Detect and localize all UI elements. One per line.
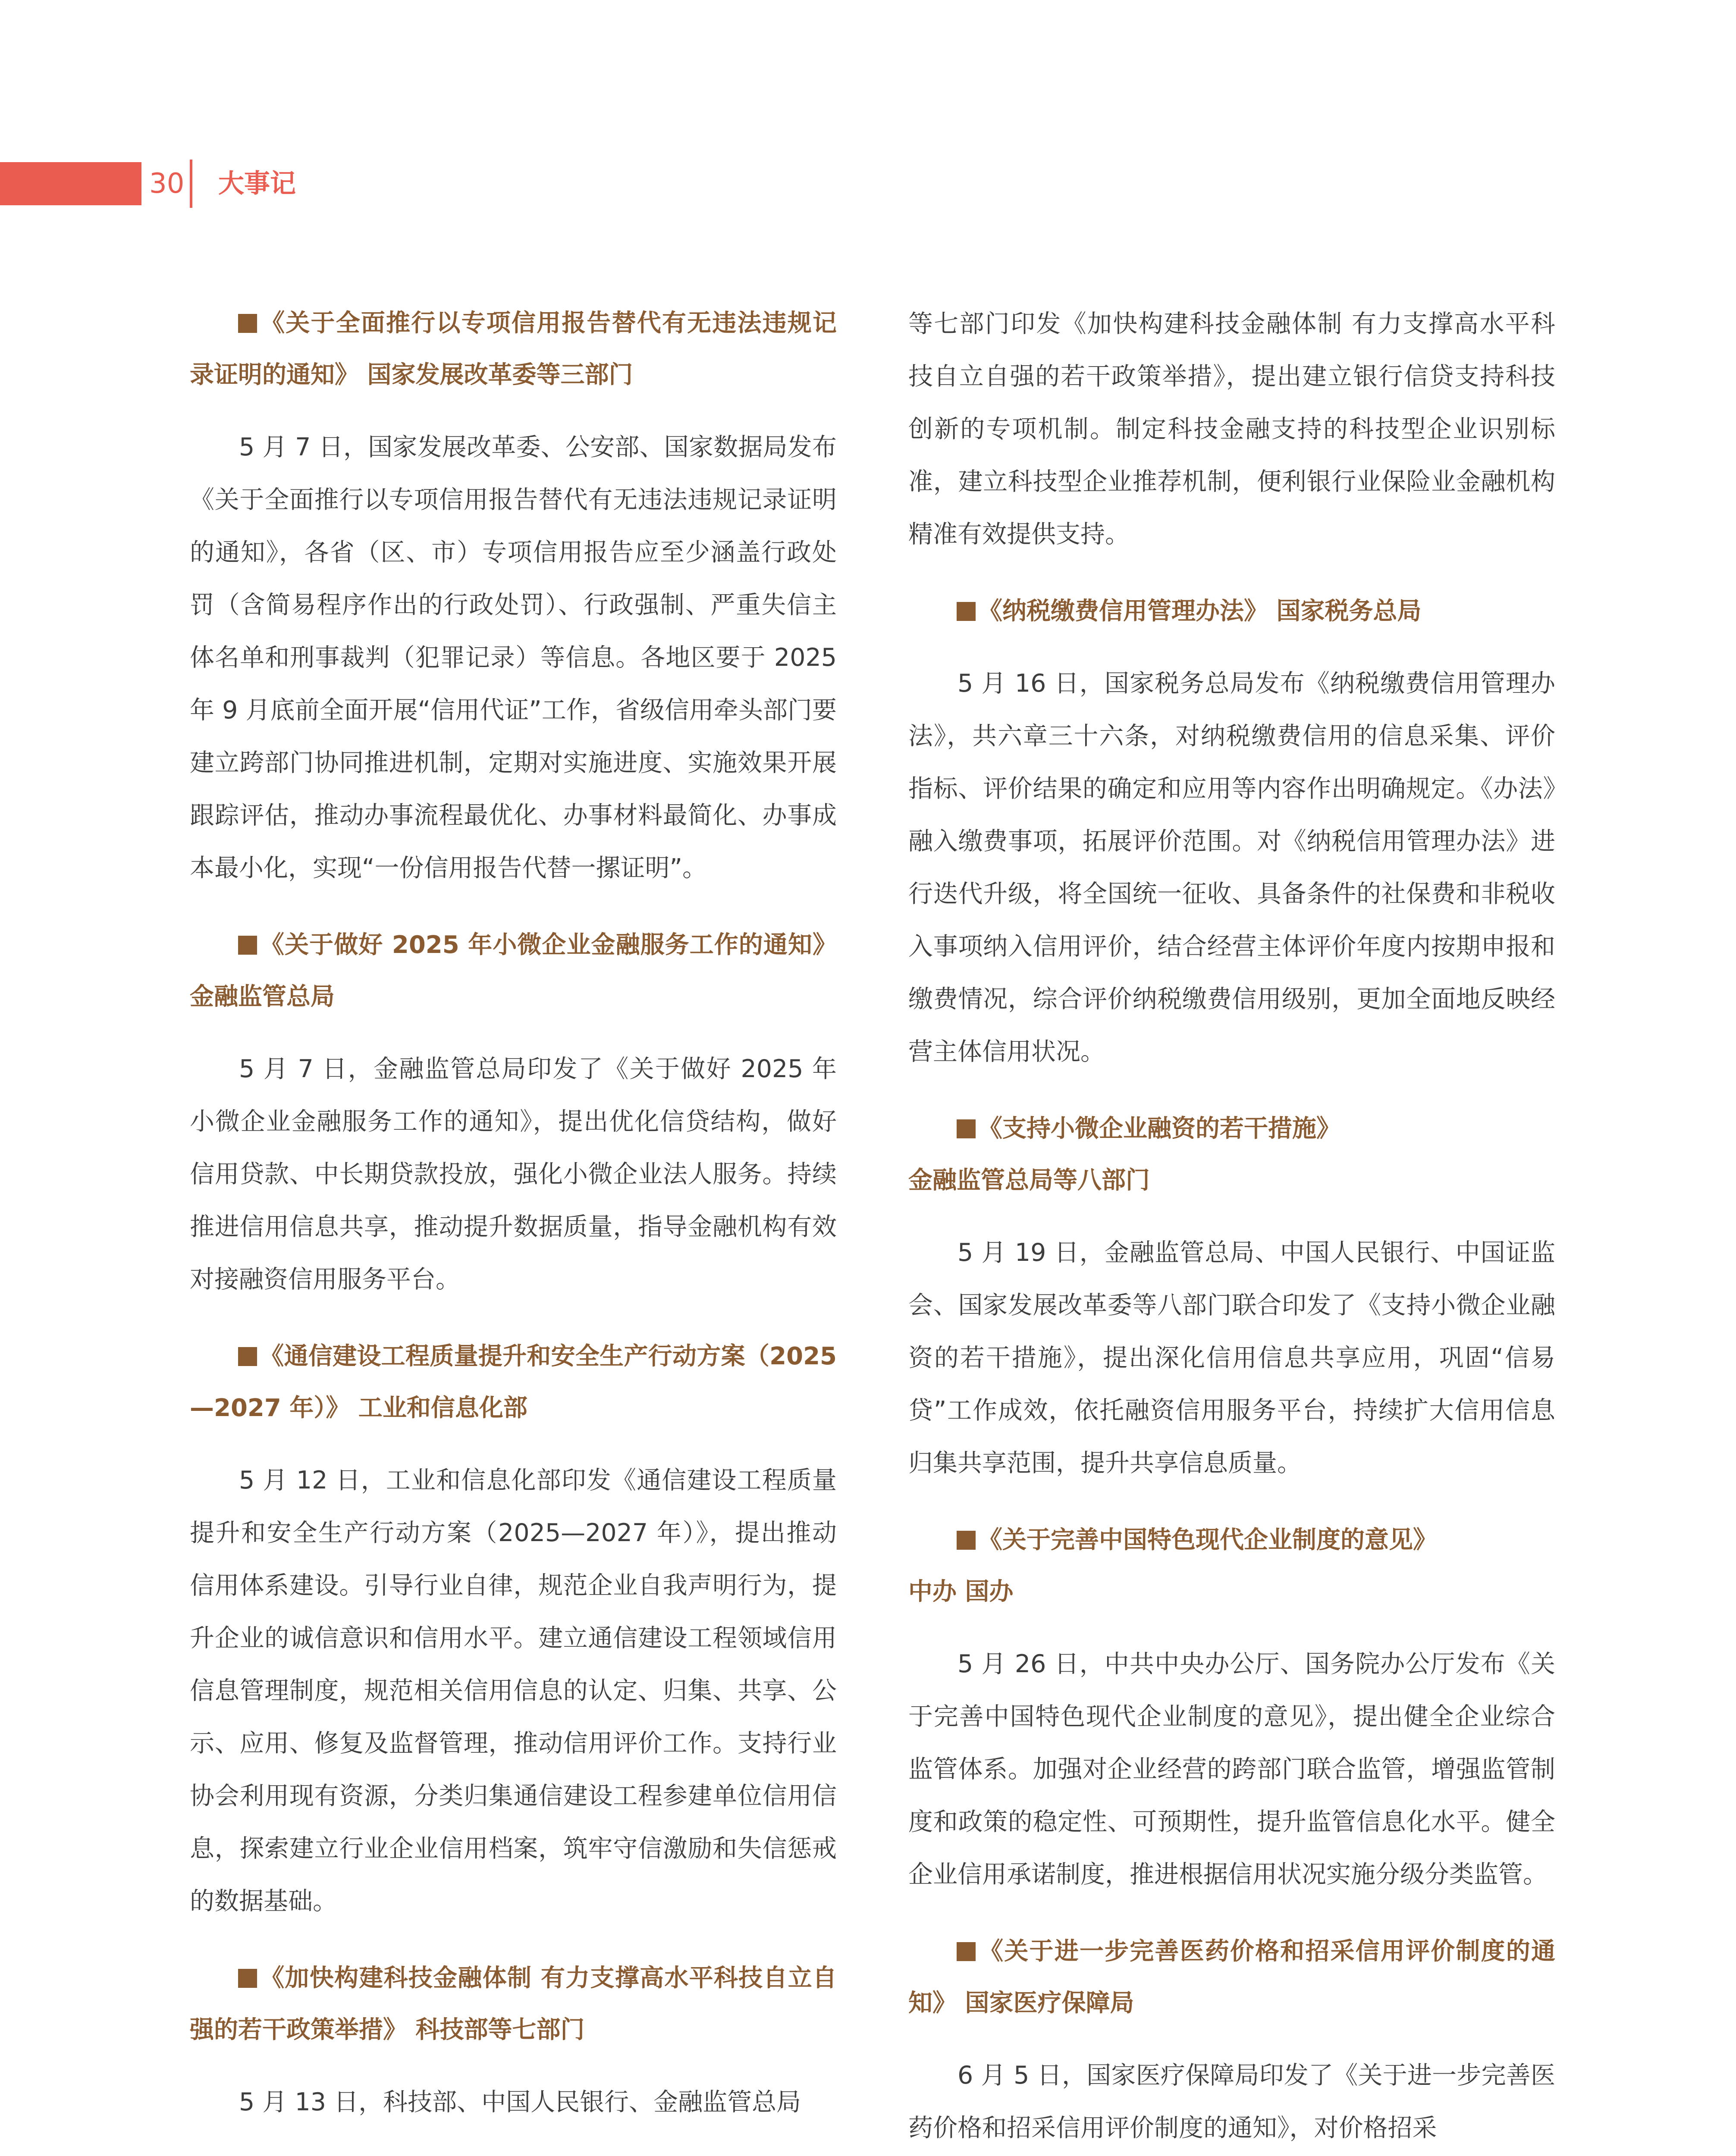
square-bullet-icon bbox=[957, 1119, 976, 1138]
square-bullet-icon bbox=[238, 1347, 257, 1366]
header-divider bbox=[190, 160, 192, 208]
entry-title-issuer: 中办 国办 bbox=[908, 1578, 1014, 1606]
entry-body-continuation: 等七部门印发《加快构建科技金融体制 有力支撑高水平科技自立自强的若干政策举措》，提出建立银行信贷支持科技创新的专项机制。制定科技金融支持的科技型企业识别标准，建立科技型企业推荐机制，便利银行业保险业金融机构精准有效提供支持。 bbox=[908, 310, 1555, 548]
section-title: 大事记 bbox=[218, 169, 296, 199]
header-accent-bar bbox=[0, 162, 141, 205]
entry-title-issuer: 金融监管总局等八部门 bbox=[908, 1166, 1150, 1194]
entry-title: 《支持小微企业融资的若干措施》 金融监管总局等八部门 bbox=[908, 1103, 1555, 1206]
entry-title: 《加快构建科技金融体制 有力支撑高水平科技自立自强的若干政策举措》 科技部等七部门 bbox=[190, 1964, 837, 2044]
entry-title: 《纳税缴费信用管理办法》 国家税务总局 bbox=[908, 586, 1555, 637]
square-bullet-icon bbox=[238, 936, 257, 955]
entry-title: 《关于全面推行以专项信用报告替代有无违法违规记录证明的通知》 国家发展改革委等三部门 bbox=[190, 309, 837, 389]
entry-body: 6 月 5 日，国家医疗保障局印发了《关于进一步完善医药价格和招采信用评价制度的通知》，对价格招采 bbox=[908, 2061, 1555, 2142]
news-entry bbox=[190, 1952, 837, 2128]
square-bullet-icon bbox=[957, 1942, 976, 1961]
entry-title: 《关于做好 2025 年小微企业金融服务工作的通知》 金融监管总局 bbox=[190, 931, 837, 1011]
square-bullet-icon bbox=[957, 602, 976, 621]
entry-body: 5 月 7 日，国家发展改革委、公安部、国家数据局发布《关于全面推行以专项信用报告替代有无违法违规记录证明的通知》，各省（区、市）专项信用报告应至少涵盖行政处罚（含简易程序作出的行政处罚）、行政强制、严重失信主体名单和刑事裁判（犯罪记录）等信息。各地区要于 2025 年 9 月底前全面开展“信用代证”工作，省级信用牵头部门要建立跨部门协同推进机制，定期对实施进度、实施效果开展跟踪评估，推动办事流程最优化、办事材料最简化、办事成本最小化，实现“一份信用报告代替一摞证明”。 bbox=[190, 433, 837, 882]
news-entry bbox=[908, 1514, 1555, 1901]
news-entry bbox=[190, 919, 837, 1306]
entry-title: 《关于进一步完善医药价格和招采信用评价制度的通知》 国家医疗保障局 bbox=[908, 1937, 1555, 2017]
news-entry bbox=[908, 1926, 1555, 2154]
news-entry bbox=[908, 1103, 1555, 1489]
news-entry bbox=[190, 298, 837, 894]
entry-body: 5 月 7 日，金融监管总局印发了《关于做好 2025 年小微企业金融服务工作的通知》，提出优化信贷结构，做好信用贷款、中长期贷款投放，强化小微企业法人服务。持续推进信用信息共享，推动提升数据质量，指导金融机构有效对接融资信用服务平台。 bbox=[190, 1055, 837, 1294]
entry-title: 《关于完善中国特色现代企业制度的意见》 中办 国办 bbox=[908, 1514, 1555, 1618]
left-column bbox=[190, 298, 837, 2153]
entry-body: 5 月 13 日，科技部、中国人民银行、金融监管总局 bbox=[239, 2088, 801, 2116]
entry-body: 5 月 19 日，金融监管总局、中国人民银行、中国证监会、国家发展改革委等八部门联合印发了《支持小微企业融资的若干措施》，提出深化信用信息共享应用，巩固“信易贷”工作成效，依托融资信用服务平台，持续扩大信用信息归集共享范围，提升共享信息质量。 bbox=[908, 1238, 1555, 1477]
entry-body: 5 月 26 日，中共中央办公厅、国务院办公厅发布《关于完善中国特色现代企业制度的意见》，提出健全企业综合监管体系。加强对企业经营的跨部门联合监管，增强监管制度和政策的稳定性、可预期性，提升监管信息化水平。健全企业信用承诺制度，推进根据信用状况实施分级分类监管。 bbox=[908, 1650, 1555, 1889]
entry-body: 5 月 12 日，工业和信息化部印发《通信建设工程质量提升和安全生产行动方案（2025—2027 年）》，提出推动信用体系建设。引导行业自律，规范企业自我声明行为，提升企业的诚信意识和信用水平。建立通信建设工程领域信用信息管理制度，规范相关信用信息的认定、归集、共享、公示、应用、修复及监督管理，推动信用评价工作。支持行业协会利用现有资源，分类归集通信建设工程参建单位信用信息，探索建立行业企业信用档案，筑牢守信激励和失信惩戒的数据基础。 bbox=[190, 1466, 837, 1915]
square-bullet-icon bbox=[238, 1969, 257, 1988]
square-bullet-icon bbox=[957, 1531, 976, 1550]
entry-body: 5 月 16 日，国家税务总局发布《纳税缴费信用管理办法》，共六章三十六条，对纳税缴费信用的信息采集、评价指标、评价结果的确定和应用等内容作出明确规定。《办法》融入缴费事项，拓展评价范围。对《纳税信用管理办法》进行迭代升级，将全国统一征收、具备条件的社保费和非税收入事项纳入信用评价，结合经营主体评价年度内按期申报和缴费情况，综合评价纳税缴费信用级别，更加全面地反映经营主体信用状况。 bbox=[908, 669, 1555, 1066]
news-entry bbox=[908, 586, 1555, 1078]
square-bullet-icon bbox=[238, 314, 257, 333]
page-number: 30 bbox=[149, 168, 185, 200]
entry-title: 《通信建设工程质量提升和安全生产行动方案（2025—2027 年）》 工业和信息化部 bbox=[190, 1342, 837, 1422]
right-column bbox=[908, 298, 1555, 2156]
news-entry bbox=[190, 1331, 837, 1927]
